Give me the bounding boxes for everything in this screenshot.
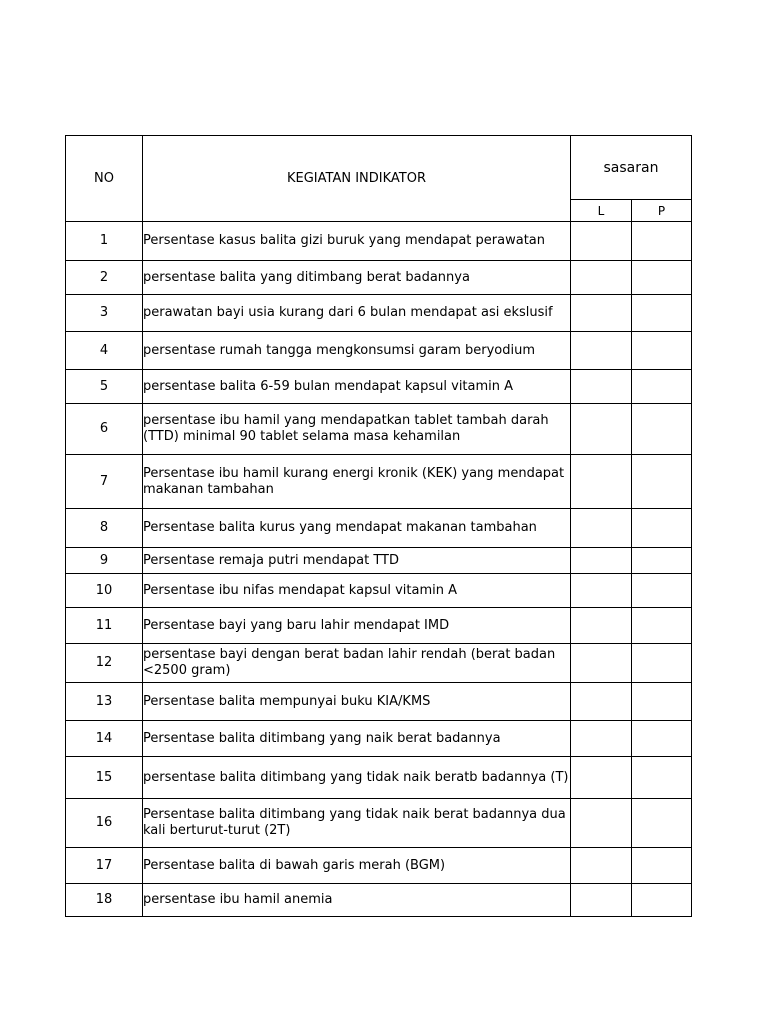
sasaran-p-cell[interactable] bbox=[632, 548, 692, 574]
header-row bbox=[66, 136, 692, 200]
sasaran-l-cell[interactable] bbox=[571, 455, 632, 509]
row-number: 9 bbox=[66, 548, 143, 574]
row-number: 6 bbox=[66, 404, 143, 455]
header-p: P bbox=[632, 200, 692, 222]
sasaran-p-cell[interactable] bbox=[632, 509, 692, 548]
sasaran-l-cell[interactable] bbox=[571, 683, 632, 721]
sasaran-p-cell[interactable] bbox=[632, 884, 692, 917]
sasaran-p-cell[interactable] bbox=[632, 757, 692, 799]
sasaran-l-cell[interactable] bbox=[571, 848, 632, 884]
sasaran-p-cell[interactable] bbox=[632, 222, 692, 261]
row-indikator-text: Persentase balita mempunyai buku KIA/KMS bbox=[143, 683, 571, 721]
row-number: 11 bbox=[66, 608, 143, 644]
row-number: 2 bbox=[66, 261, 143, 295]
row-indikator-text: Persentase kasus balita gizi buruk yang mendapat perawatan bbox=[143, 222, 571, 261]
sasaran-l-cell[interactable] bbox=[571, 261, 632, 295]
header-no: NO bbox=[66, 136, 143, 222]
row-number: 18 bbox=[66, 884, 143, 917]
table-row bbox=[66, 683, 692, 721]
row-number: 15 bbox=[66, 757, 143, 799]
header-kegiatan-indikator: KEGIATAN INDIKATOR bbox=[143, 136, 571, 222]
table-row bbox=[66, 509, 692, 548]
row-number: 4 bbox=[66, 332, 143, 370]
row-indikator-text: persentase bayi dengan berat badan lahir rendah (berat badan <2500 gram) bbox=[143, 644, 571, 683]
sasaran-p-cell[interactable] bbox=[632, 261, 692, 295]
sasaran-l-cell[interactable] bbox=[571, 370, 632, 404]
sasaran-p-cell[interactable] bbox=[632, 332, 692, 370]
table-row bbox=[66, 548, 692, 574]
row-indikator-text: persentase ibu hamil anemia bbox=[143, 884, 571, 917]
row-number: 12 bbox=[66, 644, 143, 683]
sasaran-p-cell[interactable] bbox=[632, 644, 692, 683]
table-row bbox=[66, 608, 692, 644]
row-indikator-text: perawatan bayi usia kurang dari 6 bulan mendapat asi ekslusif bbox=[143, 295, 571, 332]
header-sasaran: sasaran bbox=[571, 136, 692, 200]
row-indikator-text: persentase balita ditimbang yang tidak naik beratb badannya (T) bbox=[143, 757, 571, 799]
row-number: 14 bbox=[66, 721, 143, 757]
row-indikator-text: Persentase balita kurus yang mendapat makanan tambahan bbox=[143, 509, 571, 548]
sasaran-l-cell[interactable] bbox=[571, 799, 632, 848]
sasaran-p-cell[interactable] bbox=[632, 848, 692, 884]
row-indikator-text: Persentase balita ditimbang yang tidak naik berat badannya dua kali berturut-turut (2T) bbox=[143, 799, 571, 848]
row-indikator-text: persentase balita yang ditimbang berat badannya bbox=[143, 261, 571, 295]
table-row bbox=[66, 757, 692, 799]
sasaran-l-cell[interactable] bbox=[571, 644, 632, 683]
sasaran-l-cell[interactable] bbox=[571, 332, 632, 370]
sasaran-p-cell[interactable] bbox=[632, 799, 692, 848]
row-number: 1 bbox=[66, 222, 143, 261]
table-row bbox=[66, 848, 692, 884]
sasaran-p-cell[interactable] bbox=[632, 404, 692, 455]
row-indikator-text: Persentase ibu hamil kurang energi kronik (KEK) yang mendapat makanan tambahan bbox=[143, 455, 571, 509]
row-number: 3 bbox=[66, 295, 143, 332]
row-number: 8 bbox=[66, 509, 143, 548]
row-number: 13 bbox=[66, 683, 143, 721]
sasaran-l-cell[interactable] bbox=[571, 721, 632, 757]
header-l: L bbox=[571, 200, 632, 222]
row-number: 16 bbox=[66, 799, 143, 848]
sasaran-p-cell[interactable] bbox=[632, 683, 692, 721]
table-row bbox=[66, 799, 692, 848]
sasaran-p-cell[interactable] bbox=[632, 574, 692, 608]
row-number: 10 bbox=[66, 574, 143, 608]
row-indikator-text: persentase rumah tangga mengkonsumsi garam beryodium bbox=[143, 332, 571, 370]
sasaran-p-cell[interactable] bbox=[632, 721, 692, 757]
table-row bbox=[66, 884, 692, 917]
sasaran-p-cell[interactable] bbox=[632, 455, 692, 509]
row-indikator-text: persentase ibu hamil yang mendapatkan tablet tambah darah (TTD) minimal 90 tablet selama masa kehamilan bbox=[143, 404, 571, 455]
table-row bbox=[66, 574, 692, 608]
sasaran-l-cell[interactable] bbox=[571, 548, 632, 574]
table-row bbox=[66, 370, 692, 404]
sasaran-p-cell[interactable] bbox=[632, 370, 692, 404]
table-row bbox=[66, 295, 692, 332]
sasaran-l-cell[interactable] bbox=[571, 884, 632, 917]
sasaran-p-cell[interactable] bbox=[632, 295, 692, 332]
row-indikator-text: persentase balita 6-59 bulan mendapat kapsul vitamin A bbox=[143, 370, 571, 404]
row-indikator-text: Persentase bayi yang baru lahir mendapat IMD bbox=[143, 608, 571, 644]
table-row bbox=[66, 222, 692, 261]
row-indikator-text: Persentase balita di bawah garis merah (BGM) bbox=[143, 848, 571, 884]
sasaran-l-cell[interactable] bbox=[571, 295, 632, 332]
row-indikator-text: Persentase ibu nifas mendapat kapsul vitamin A bbox=[143, 574, 571, 608]
table-row bbox=[66, 721, 692, 757]
table-row bbox=[66, 644, 692, 683]
sasaran-p-cell[interactable] bbox=[632, 608, 692, 644]
row-indikator-text: Persentase balita ditimbang yang naik berat badannya bbox=[143, 721, 571, 757]
sasaran-l-cell[interactable] bbox=[571, 574, 632, 608]
table-row bbox=[66, 332, 692, 370]
row-number: 7 bbox=[66, 455, 143, 509]
table-row bbox=[66, 404, 692, 455]
indikator-table bbox=[65, 135, 692, 917]
sasaran-l-cell[interactable] bbox=[571, 757, 632, 799]
row-number: 5 bbox=[66, 370, 143, 404]
sasaran-l-cell[interactable] bbox=[571, 608, 632, 644]
sasaran-l-cell[interactable] bbox=[571, 222, 632, 261]
row-indikator-text: Persentase remaja putri mendapat TTD bbox=[143, 548, 571, 574]
sasaran-l-cell[interactable] bbox=[571, 509, 632, 548]
row-number: 17 bbox=[66, 848, 143, 884]
sasaran-l-cell[interactable] bbox=[571, 404, 632, 455]
table-row bbox=[66, 261, 692, 295]
table-row bbox=[66, 455, 692, 509]
